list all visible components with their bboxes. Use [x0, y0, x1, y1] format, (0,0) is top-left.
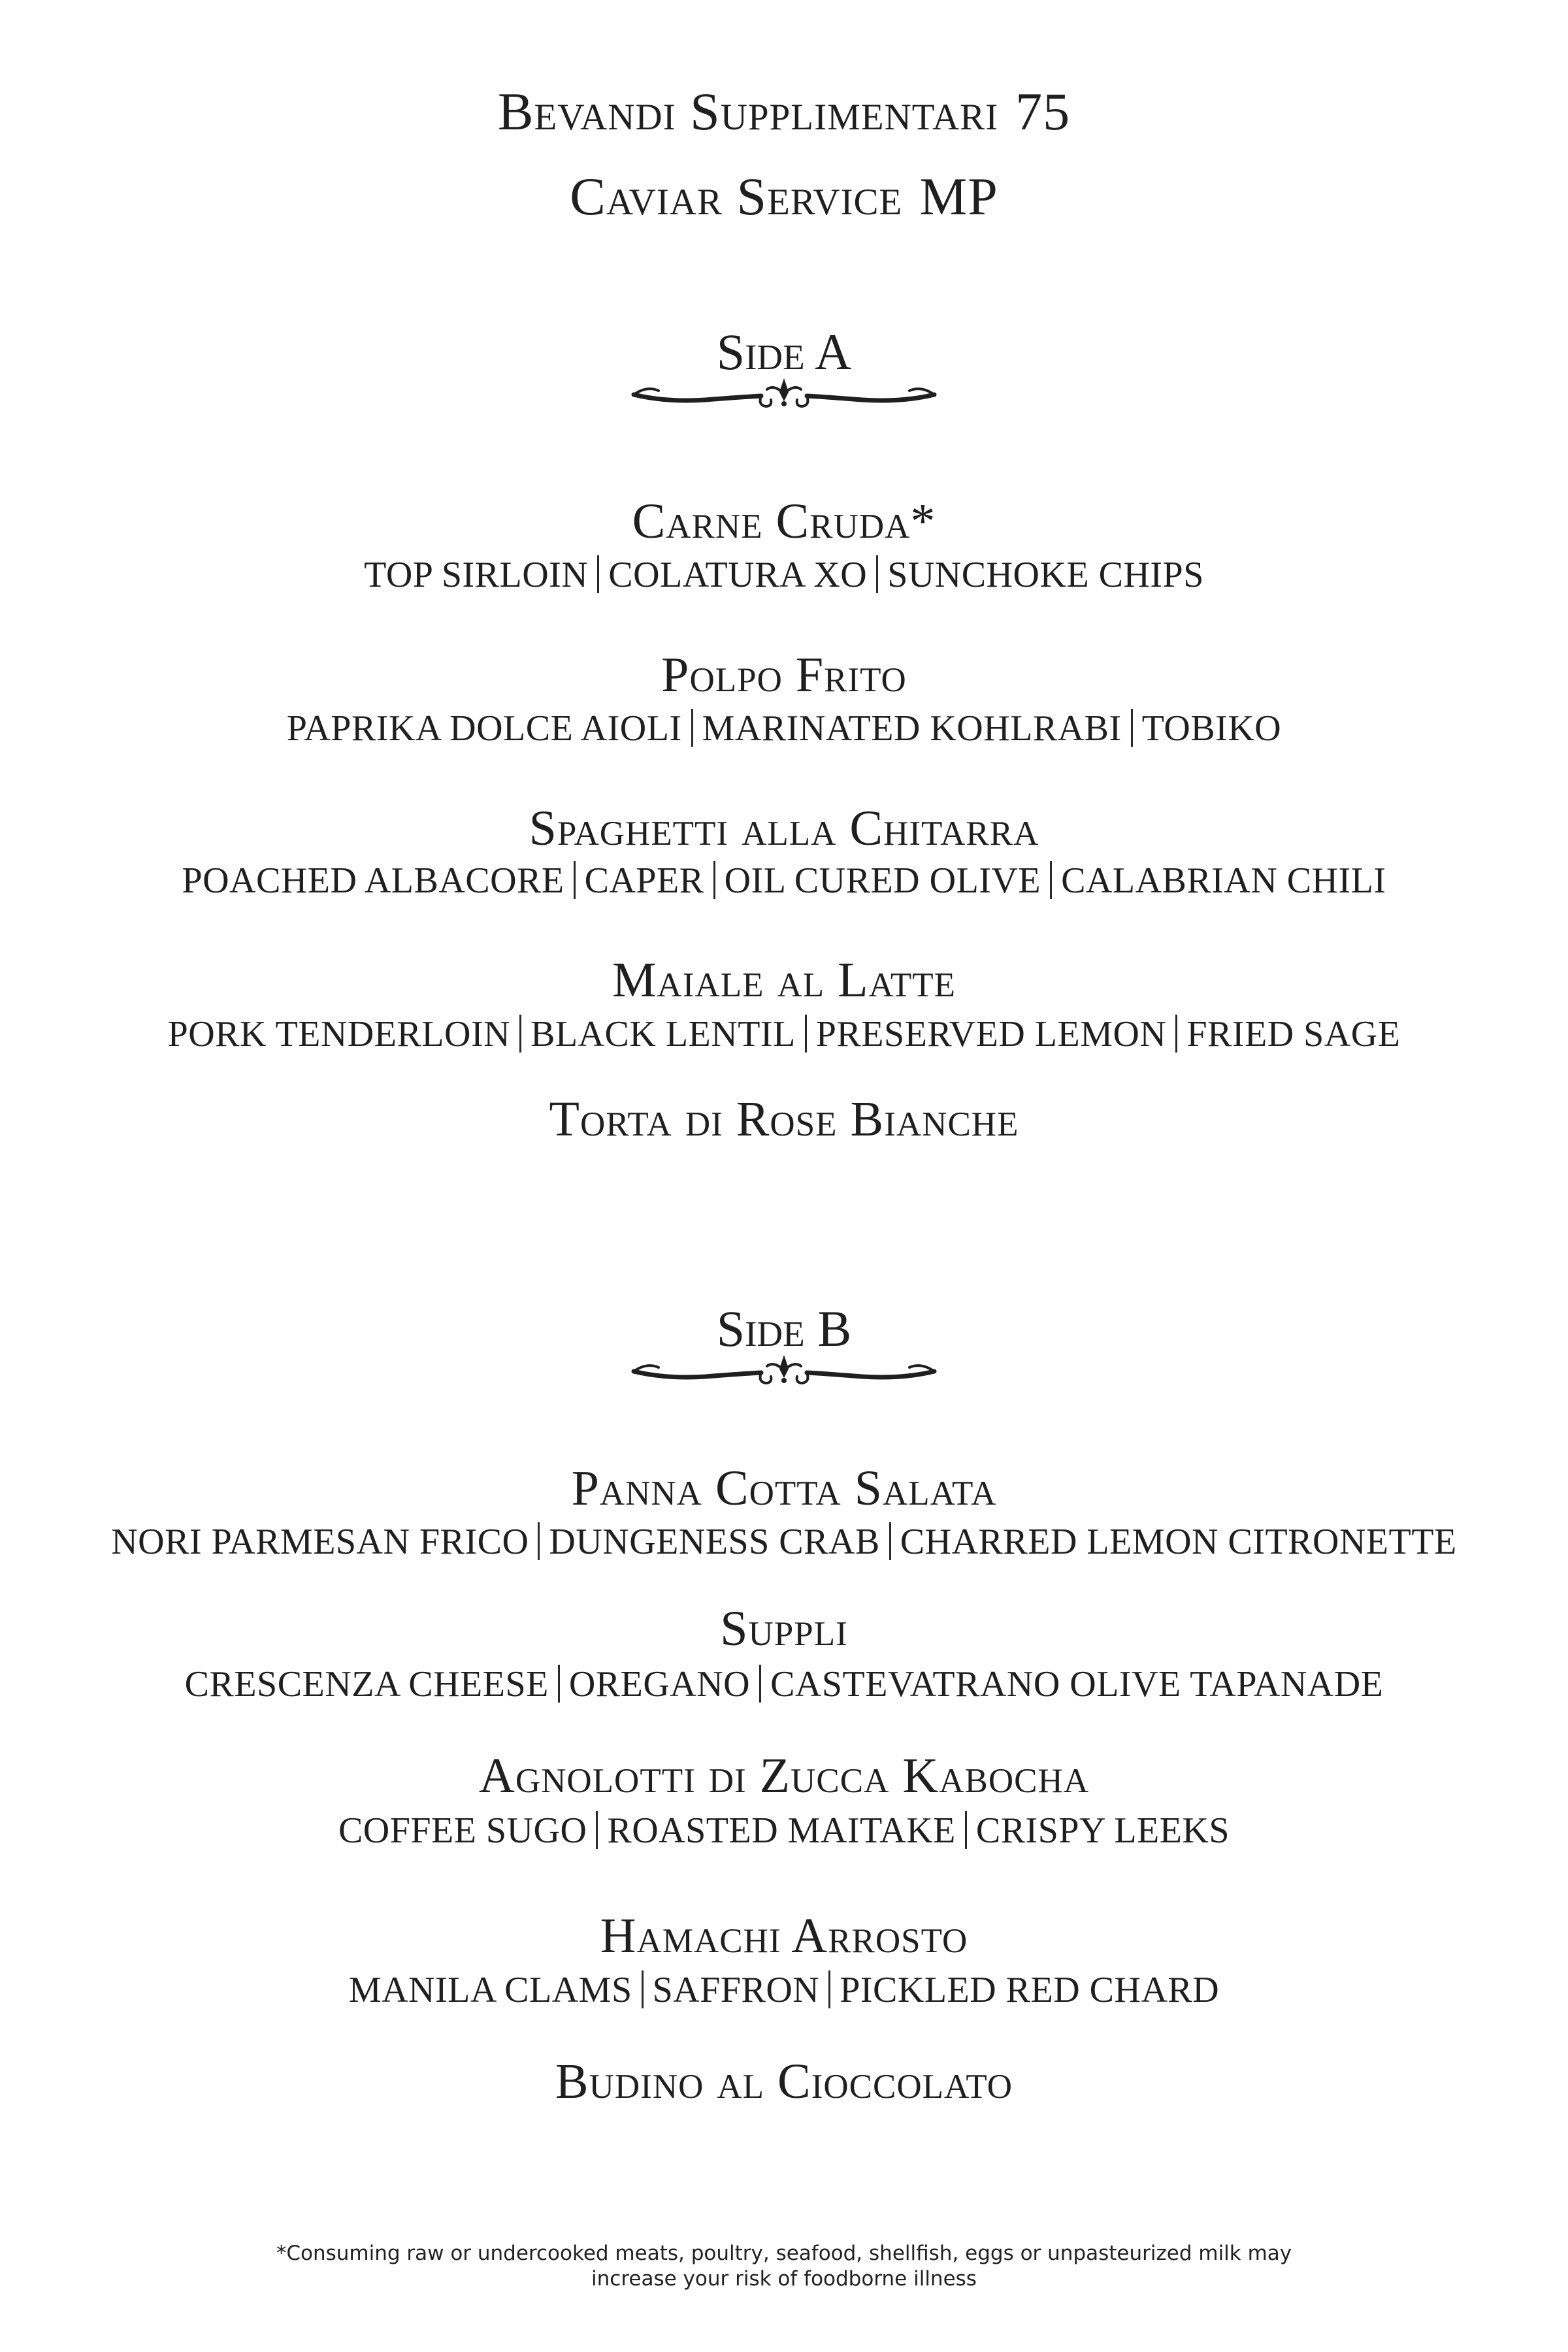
separator — [574, 861, 576, 899]
extra-name: Bevandi Supplimentari — [497, 82, 999, 141]
separator — [759, 1665, 761, 1703]
extra-caviar — [0, 167, 1568, 226]
side-a-title: Side A — [716, 323, 852, 380]
separator — [1050, 861, 1052, 899]
component: CALABRIAN CHILI — [1061, 860, 1386, 901]
component: DUNGENESS CRAB — [549, 1522, 880, 1562]
component: FRIED SAGE — [1186, 1014, 1401, 1054]
extra-price: MP — [919, 167, 998, 226]
component: MANILA CLAMS — [348, 1970, 632, 2010]
dish-panna-cotta-description — [0, 1522, 1568, 1560]
separator — [558, 1665, 560, 1703]
component: POACHED ALBACORE — [182, 860, 564, 901]
separator — [889, 1522, 891, 1560]
flourish-divider-icon — [627, 374, 941, 413]
separator — [828, 1970, 830, 2008]
dish-polpo-frito: Polpo Frito — [661, 647, 907, 702]
component: COLATURA XO — [608, 555, 868, 595]
component: PORK TENDERLOIN — [167, 1014, 511, 1054]
component: PICKLED RED CHARD — [840, 1970, 1220, 2010]
dish-carne-cruda: Carne Cruda* — [632, 494, 936, 549]
component: PRESERVED LEMON — [815, 1014, 1167, 1054]
side-b-title: Side B — [716, 1300, 852, 1357]
separator — [1175, 1015, 1177, 1053]
component: CHARRED LEMON CITRONETTE — [900, 1522, 1457, 1562]
component: PAPRIKA DOLCE AIOLI — [286, 708, 682, 749]
component: OREGANO — [568, 1664, 751, 1705]
component: TOP SIRLOIN — [364, 555, 589, 595]
dish-polpo-frito-description — [0, 709, 1568, 747]
dish-agnolotti: Agnolotti di Zucca Kabocha — [478, 1748, 1090, 1803]
dish-panna-cotta: Panna Cotta Salata — [571, 1461, 997, 1516]
disclaimer-line-2: increase your risk of foodborne illness — [591, 2266, 977, 2291]
dish-agnolotti-description — [0, 1811, 1568, 1849]
separator — [691, 709, 693, 747]
dish-maiale-description — [0, 1015, 1568, 1053]
dish-suppli: Suppli — [720, 1601, 848, 1656]
component: NORI PARMESAN FRICO — [111, 1522, 529, 1562]
component: CAPER — [584, 860, 704, 901]
dish-hamachi-description — [0, 1970, 1568, 2008]
dish-maiale: Maiale al Latte — [612, 953, 956, 1007]
component: MARINATED KOHLRABI — [702, 708, 1122, 749]
dish-spaghetti-description — [0, 861, 1568, 899]
separator — [965, 1811, 967, 1849]
separator — [597, 555, 599, 593]
component: OIL CURED OLIVE — [724, 860, 1041, 901]
component: COFFEE SUGO — [338, 1810, 587, 1851]
extra-price: 75 — [1015, 82, 1071, 141]
dish-budino: Budino al Cioccolato — [555, 2054, 1013, 2109]
disclaimer-line-1: *Consuming raw or undercooked meats, poultry, seafood, shellfish, eggs or unpasteurized milk may — [276, 2242, 1292, 2265]
dish-torta: Torta di Rose Bianche — [549, 1092, 1019, 1147]
dish-hamachi: Hamachi Arrosto — [600, 1908, 968, 1963]
dish-spaghetti: Spaghetti alla Chitarra — [529, 801, 1039, 856]
dish-carne-cruda-description — [0, 555, 1568, 593]
component: CRISPY LEEKS — [975, 1810, 1230, 1851]
separator — [876, 555, 878, 593]
flourish-divider-icon — [627, 1350, 941, 1390]
component: BLACK LENTIL — [531, 1014, 796, 1054]
component: ROASTED MAITAKE — [607, 1810, 956, 1851]
separator — [642, 1970, 644, 2008]
component: CRESCENZA CHEESE — [184, 1664, 549, 1705]
separator — [519, 1015, 521, 1053]
separator — [596, 1811, 598, 1849]
separator — [713, 861, 715, 899]
disclaimer — [0, 2241, 1568, 2292]
separator — [538, 1522, 540, 1560]
component: CASTEVATRANO OLIVE TAPANADE — [770, 1664, 1384, 1705]
component: TOBIKO — [1141, 708, 1282, 749]
extra-bevandi — [0, 82, 1568, 141]
component: SUNCHOKE CHIPS — [887, 555, 1204, 595]
extra-name: Caviar Service — [570, 167, 903, 226]
separator — [1131, 709, 1133, 747]
component: SAFFRON — [652, 1970, 820, 2010]
separator — [805, 1015, 807, 1053]
dish-suppli-description — [0, 1665, 1568, 1703]
